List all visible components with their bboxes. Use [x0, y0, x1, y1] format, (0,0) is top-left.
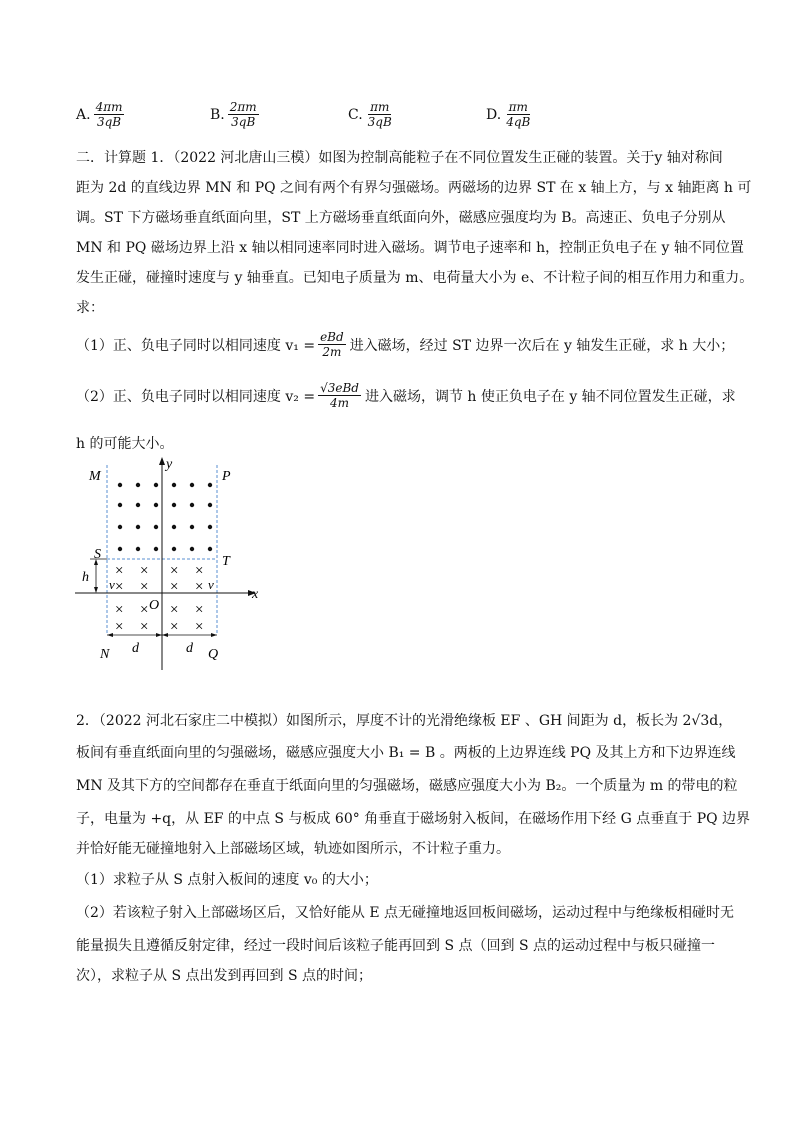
- field-dot: [154, 483, 158, 487]
- field-dot: [208, 525, 212, 529]
- problem1-line4: MN 和 PQ 磁场边界上沿 x 轴以相同速率同时进入磁场。调节电子速率和 h，控制正负电子在 y 轴不同位置: [76, 240, 744, 256]
- field-dot: [172, 525, 176, 529]
- label-x: x: [252, 587, 259, 602]
- field-dot: [118, 483, 122, 487]
- label-d-right: d: [186, 641, 193, 656]
- field-cross: ×: [140, 602, 149, 618]
- label-h: h: [82, 570, 89, 585]
- y-axis-arrow: [159, 457, 165, 465]
- field-dot: [154, 525, 158, 529]
- problem1-line2: 距为 2d 的直线边界 MN 和 PQ 之间有两个有界匀强磁场。两磁场的边界 ST 在 x 轴上方，与 x 轴距离 h 可: [76, 180, 752, 196]
- label-n: N: [100, 647, 110, 662]
- label-d-left: d: [132, 641, 139, 656]
- field-cross: ×: [170, 579, 179, 595]
- field-cross: ×: [140, 619, 149, 635]
- problem2-line3: MN 及其下方的空间都存在垂直于纸面向里的匀强磁场，磁感应强度大小为 B₂。一个质量为 m 的带电的粒: [76, 778, 738, 794]
- field-dot: [190, 483, 194, 487]
- option-b-fraction: $\frac{2\pi m}{3qB}$: [229, 100, 257, 129]
- field-cross: ×: [195, 579, 204, 595]
- field-cross: ×: [170, 602, 179, 618]
- label-p: P: [222, 469, 231, 484]
- option-a: A. $\frac{4\pi m}{3qB}$: [76, 100, 123, 129]
- option-d-fraction: $\frac{\pi m}{4qB}$: [506, 100, 531, 129]
- field-dot: [136, 483, 140, 487]
- label-t: T: [222, 554, 230, 569]
- field-in-crosses: [115, 563, 203, 635]
- field-cross: ×: [140, 563, 149, 579]
- field-cross: ×: [195, 602, 204, 618]
- label-v-right: v: [208, 577, 214, 592]
- field-dot: [118, 503, 122, 507]
- label-v-left: v: [109, 577, 115, 592]
- problem2-question2-line3: 次），求粒子从 S 点出发到再回到 S 点的时间；: [76, 968, 372, 984]
- option-a-fraction: $\frac{4\pi m}{3qB}$: [95, 100, 123, 129]
- field-cross: ×: [115, 579, 124, 595]
- field-cross: ×: [115, 563, 124, 579]
- option-b: B. $\frac{2\pi m}{3qB}$: [210, 100, 257, 129]
- field-dot: [136, 525, 140, 529]
- option-c-fraction: $\frac{\pi m}{3qB}$: [367, 100, 392, 129]
- field-dot: [154, 503, 158, 507]
- problem2-line4: 子，电量为 +q，从 EF 的中点 S 与板成 60° 角垂直于磁场射入板间，在磁场作用下经 G 点垂直于 PQ 边界: [76, 811, 751, 827]
- field-dot: [172, 547, 176, 551]
- problem2-question1: （1）求粒子从 S 点射入板间的速度 v₀ 的大小；: [76, 872, 378, 888]
- problem1-line1: 二．计算题 1．（2022 河北唐山三模）如图为控制高能粒子在不同位置发生正碰的装置。关于y 轴对称间: [76, 150, 723, 166]
- field-out-dots: [118, 483, 212, 551]
- field-cross: ×: [115, 602, 124, 618]
- field-dot: [118, 547, 122, 551]
- field-dot: [136, 503, 140, 507]
- field-dot: [208, 547, 212, 551]
- option-d: D. $\frac{\pi m}{4qB}$: [486, 100, 531, 129]
- field-cross: ×: [195, 619, 204, 635]
- field-cross: ×: [170, 619, 179, 635]
- label-q: Q: [208, 647, 219, 662]
- problem1-question2-line2: h 的可能大小。: [76, 436, 174, 452]
- field-dot: [190, 525, 194, 529]
- problem2-line1: 2．（2022 河北石家庄二中模拟）如图所示，厚度不计的光滑绝缘板 EF 、GH 间距为 d，板长为 2√3d，: [76, 713, 733, 729]
- problem2-question2-line2: 能量损失且遵循反射定律，经过一段时间后该粒子能再回到 S 点（回到 S 点的运动过程中与板只碰撞一: [76, 938, 715, 954]
- label-y: y: [166, 457, 173, 472]
- field-dot: [172, 503, 176, 507]
- problem2-question2-line1: （2）若该粒子射入上部磁场区后，又恰好能从 E 点无碰撞地返回板间磁场，运动过程中与绝缘板相碰时无: [76, 905, 735, 921]
- problem1-question2: （2）正、负电子同时以相同速度 v₂ = $\frac{\text{√3eBd}}{4m}$ 进入磁场，调节 h 使正负电子在 y 轴不同位置发生正碰，求: [76, 381, 736, 410]
- option-c: C. $\frac{\pi m}{3qB}$: [348, 100, 392, 129]
- v2-fraction: $\frac{\text{√3eBd}}{4m}$: [320, 381, 359, 410]
- label-s: S: [94, 547, 101, 562]
- label-o: O: [149, 598, 160, 613]
- problem1-question1: （1）正、负电子同时以相同速度 v₁ = $\frac{\text{eBd}}{2m}$ 进入磁场，经过 ST 边界一次后在 y 轴发生正碰，求 h 大小；: [76, 330, 735, 359]
- field-dot: [136, 547, 140, 551]
- problem1-line6: 求：: [76, 300, 104, 316]
- field-cross: ×: [140, 579, 149, 595]
- field-cross: ×: [195, 563, 204, 579]
- problem1-line3: 调。ST 下方磁场垂直纸面向里，ST 上方磁场垂直纸面向外，磁感应强度均为 B。高速正、负电子分别从: [76, 210, 726, 226]
- field-dot: [172, 483, 176, 487]
- magnetic-field-diagram: [70, 455, 270, 670]
- problem2-line5: 并恰好能无碰撞地射入上部磁场区域，轨迹如图所示，不计粒子重力。: [76, 841, 510, 857]
- field-dot: [154, 547, 158, 551]
- v1-fraction: $\frac{\text{eBd}}{2m}$: [320, 330, 344, 359]
- field-cross: ×: [115, 619, 124, 635]
- field-dot: [208, 483, 212, 487]
- field-dot: [118, 525, 122, 529]
- field-dot: [190, 547, 194, 551]
- field-cross: ×: [170, 563, 179, 579]
- field-dot: [190, 503, 194, 507]
- label-m: M: [89, 469, 101, 484]
- problem1-line5: 发生正碰，碰撞时速度与 y 轴垂直。已知电子质量为 m、电荷量大小为 e、不计粒子间的相互作用力和重力。: [76, 270, 754, 286]
- field-dot: [208, 503, 212, 507]
- problem2-line2: 板间有垂直纸面向里的匀强磁场，磁感应强度大小 B₁ = B 。两板的上边界连线 PQ 及其上方和下边界连线: [76, 745, 736, 761]
